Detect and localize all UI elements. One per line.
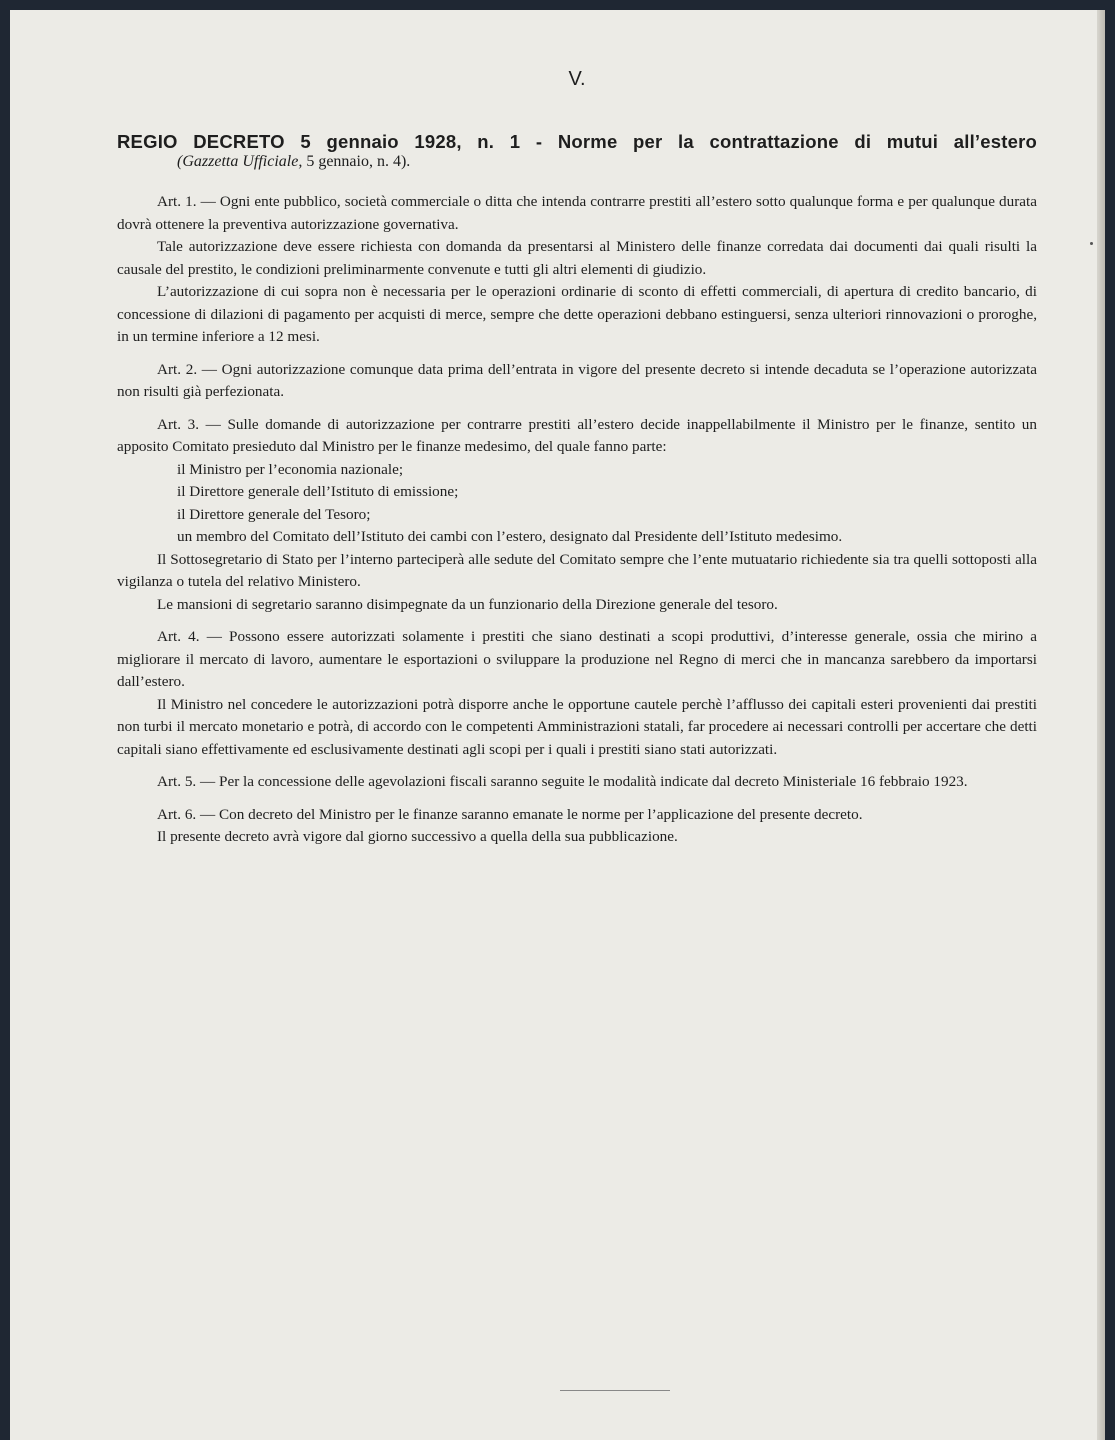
art3-paragraph-1: Art. 3. — Sulle domande di autorizzazione per contrarre prestiti all’estero decide inappellabilmente il Ministro per le finanze, sentito un apposito Comitato presieduto dal Ministro per le finanze medesimo, del quale fanno parte: (117, 415, 1037, 455)
art3-list-item: il Direttore generale del Tesoro; (177, 505, 371, 523)
gazette-name: (Gazzetta Ufficiale, (177, 153, 303, 170)
art1-paragraph-1: Art. 1. — Ogni ente pubblico, società commerciale o ditta che intenda contrarre prestiti all’estero sotto qualunque forma e per qualunque durata dovrà ottenere la preventiva autorizzazione governativa. (117, 193, 1037, 233)
art1-paragraph-3: L’autorizzazione di cui sopra non è necessaria per le operazioni ordinarie di sconto di effetti commerciali, di apertura di credito bancario, di concessione di dilazioni di pagamento per acquisti di merce, sempre che dette operazioni debbano estinguersi, senza ulteriori rinnovazioni o proroghe, in un termine inferiore a 12 mesi. (117, 283, 1037, 345)
decree-source (117, 153, 1037, 171)
speck (1090, 242, 1093, 245)
art5-paragraph-1: Art. 5. — Per la concessione delle agevolazioni fiscali saranno seguite le modalità indicate dal decreto Ministeriale 16 febbraio 1923. (157, 773, 968, 790)
footer-rule (560, 1390, 670, 1391)
art1-paragraph-2: Tale autorizzazione deve essere richiesta con domanda da presentarsi al Ministero delle finanze corredata dai documenti dai quali risulti la causale del prestito, le condizioni preliminarmente convenute e tutti gli altri elementi di giudizio. (117, 238, 1037, 278)
art3-list-item: il Direttore generale dell’Istituto di emissione; (177, 483, 459, 500)
art3-paragraph-3: Le mansioni di segretario saranno disimpegnate da un funzionario della Direzione generale del tesoro. (157, 595, 778, 613)
art3-list-item-last: un membro del Comitato dell’Istituto dei cambi con l’estero, designato dal Presidente dell’Istituto medesimo. (177, 528, 843, 545)
art4-paragraph-1: Art. 4. — Possono essere autorizzati solamente i prestiti che siano destinati a scopi produttivi, d’interesse generale, ossia che mirino a migliorare il mercato di lavoro, aumentare le esportazioni o sviluppare la produzione nel Regno di merci che in mancanza sarebbero da importarsi dall’estero. (117, 628, 1037, 690)
document-page (10, 10, 1105, 1440)
art2-paragraph-1: Art. 2. — Ogni autorizzazione comunque data prima dell’entrata in vigore del presente decreto si intende decaduta se l’operazione autorizzata non risulti già perfezionata. (117, 360, 1037, 400)
art3-paragraph-2: Il Sottosegretario di Stato per l’interno parteciperà alle sedute del Comitato sempre che l’ente mutuatario richiedente sia tra quelli sottoposti alla vigilanza o tutela del relativo Ministero. (117, 550, 1037, 590)
art3-list-item: il Ministro per l’economia nazionale; (177, 460, 404, 478)
gazette-date: 5 gennaio, n. 4). (306, 153, 411, 170)
document-content (117, 68, 1037, 849)
art6-paragraph-2: Il presente decreto avrà vigore dal giorno successivo a quella della sua pubblicazione. (157, 828, 678, 845)
art6-paragraph-1: Art. 6. — Con decreto del Ministro per le finanze saranno emanate le norme per l’applicazione del presente decreto. (157, 805, 863, 823)
decree-title: REGIO DECRETO 5 gennaio 1928, n. 1 - Norme per la contrattazione di mutui all’estero (117, 131, 1037, 152)
art4-paragraph-2: Il Ministro nel concedere le autorizzazioni potrà disporre anche le opportune cautele perchè l’afflusso dei capitali esteri provenienti dai prestiti non turbi il mercato monetario e potrà, di accordo con le competenti Amministrazioni statali, far procedere ai necessari controlli per accertare che detti capitali siano effettivamente ed esclusivamente destinati agli scopi per i quali i prestiti siano stati autorizzati. (117, 695, 1037, 758)
page-edge-shadow (1097, 10, 1105, 1440)
page-number: V. (568, 68, 586, 90)
